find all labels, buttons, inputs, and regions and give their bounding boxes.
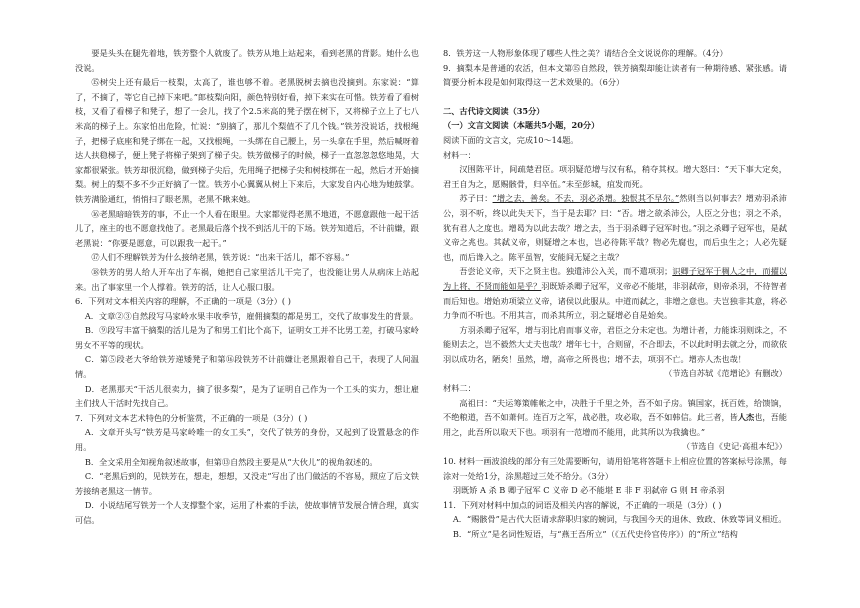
text-run: 高祖曰：“夫运筹策帷帐之中，决胜于千里之外，吾不如子房。镇国家，抚百姓，给馈饷，不绝粮道，吾不如萧何。连百万之军，战必胜，攻必取，吾不如韩信。此三者，皆 [443,397,787,423]
material-2-label: 材料二： [443,383,476,394]
material-1-paragraph: 汉围陈平计，间疏楚君臣。项羽疑范增与汉有私，稍夺其权。增大怒曰：“天下事大定矣，君王自为之，愿赐骸骨，归卒伍。”未至彭城，疽发而死。 [443,164,787,189]
question-10-options: 羽既矫 A 杀 B 卿子冠军 C 义帝 D 必不能堪 E 非 F 羽弑帝 G 则 H 帝杀羽 [452,485,725,496]
story-paragraph: ⑱铁芳的男人给人开车出了车祸，她把自己家里活儿干完了，也没能让男人从病床上站起来。出了事家里一个人撑着。铁芳的活，让人心服口服。 [75,266,419,292]
material-1-paragraph [443,191,787,264]
question-11-option-a: A．“赐骸骨”是古代大臣请求辞职归家的婉词，与我国今天的退休、致政、休致等词义相近。 [452,514,787,525]
section-heading: 二、古代诗文阅读（35分） [443,105,545,116]
question-7-option-d: D．小说结尾写铁芳一个人支撑整个家，运用了朴素的手法，使故事情节发展合情合理，真实可信。 [75,500,419,525]
question-7: 7．下列对文本艺术特色的分析鉴赏，不正确的一项是（3分）( ) [75,412,308,423]
text-run: 也，吾能用之，此吾所以取天下也。项羽有一范增而不能用，此其所以为我擒也。” [443,412,787,437]
text-run: 羽既矫杀卿子冠军，义帝必不能堪，非羽弑帝，则帝杀羽，不待智者而后知也。增始劝项梁立义帝，诸侯以此服从。中道而弑之，非增之意也。夫岂独非其意，将必力争而不听也。不用其言，而杀其所立，羽之疑增必自是始矣。 [443,280,787,321]
question-11: 11．下列对材料中加点的词语及相关内容的解说，不正确的一项是（3分）( ) [443,499,722,510]
question-6-option-b: B．⑨段写丰富干摘梨的活儿是为了和男工们比个高下，证明女工并不比男工差，打破马家岭男女不平等的现状。 [75,325,419,350]
question-6-option-d: D．老黑那天“干活儿很卖力，摘了很多梨”，是为了证明自己作为一个工头的实力，想让雇主们找人干活时先找自己。 [75,383,419,409]
question-7-option-a: A．文章开头写“铁芳是马家岭唯一的女工头”，交代了铁芳的身份，又起到了设置悬念的作用。 [75,427,419,453]
story-paragraph: ⑯老黑暗暗铁芳的事，不止一个人看在眼里。大家都觉得老黑不地道，不愿意跟他一起干活儿了，座主的也不愿意找他了。老黑最后落个找不到活儿干的下场。铁芳知道后，不计前嫌，跟老黑说：“你要是愿意，可以跟我一起干。” [75,208,419,248]
right-column [443,46,787,542]
question-7-option-c: C．“老黑后到的，见铁芳在，想走，想想，又没走”写出了出门做活的不容易，照应了后文铁芳接纳老黑这一情节。 [75,471,419,496]
reading-instruction: 阅读下面的文言文，完成10～14题。 [443,134,579,145]
story-paragraph: ⑰人们不理解铁芳为什么接纳老黑，铁芳说：“出来干活儿，都不容易。” [91,252,350,263]
question-8: 8．铁芳这一人物形象体现了哪些人性之美？请结合全文说说你的理解。（4分） [443,48,728,58]
question-6-option-a: A．文章②③自然段写马家岭水果丰收季节，雇佣摘梨的都是男工，交代了故事发生的背景。 [84,310,419,321]
story-paragraph: ⑮树尖上还有最后一枝梨，太高了，谁也够不着。老黑脱树去摘也没摘到。东家说：“算了，不摘了，等它自己掉下来吧。”郎枝梨向阳，颜色特别好看，掉下来实在可惜。铁芳看了看树枝，又看了看梯子和凳子，想了一会儿，找了个2.5米高的凳子摆在树下，又将梯子立上了七八米高的梯子上。东家怕出危险，忙说：“别摘了，那儿个梨值不了几个钱。”铁芳没说话，找根绳子，把梯子底座和凳子绑在一起，又找根绳，一头绑在自己腰上，另一头拿在手里，然后喊呀着达人扶稳梯子，便上凳子将梯子架到了梯子尖。铁芳做梯子的时候，梯子一直忽忽忽悠地晃，大家都很紧张。铁芳却很沉稳，做到梯子尖后，先用绳子把梯子尖和树枝绑在一起，然后才开始摘梨。树上的梨不多不少正好摘了一筐。铁芳小心翼翼从树上下来后，大家发自内心地为她鼓掌。铁芳满脸通红，悄悄扫了眼老黑，老黑不瞅来她。 [75,77,419,204]
material-1-paragraph: 方羽杀卿子冠军，增与羽比肩而事义帝，君臣之分未定也。为增计者，力能诛羽则诛之，不能则去之，岂不毅然大丈夫也哉？增年七十，合则留，不合即去，不以此时明去就之分，而欲依羽以成功名，陋矣！虽然，增，高帝之所畏也；增不去，项羽不亡。增亦人杰也哉！ [443,324,787,364]
subsection-heading: （一）文言文阅读（本题共5小题，20分） [443,120,600,131]
source-note: （节选自苏轼《范增论》有删改） [664,368,787,379]
question-7-option-b: B．全文采用全知视角叙述故事，但第⑬自然段主要是从“大伙儿”的视角叙述的。 [84,456,378,467]
answer-space [443,90,787,104]
wavy-underlined-text: 识卿子冠军于稠人之中，而擢以为上将，不贤而能如是乎？ [443,266,787,291]
text-run: 吾尝论义帝，天下之贤主也。独遣沛公入关，而不遣项羽； [459,266,673,277]
question-11-option-b: B．“所立”是名词性短语，与“燕王吾所立”（《五代史伶官传序》）的“所立”结构 [452,529,738,539]
underlined-text: “增之去，善矣。不去，羽必杀增。独恨其不早尔。” [492,193,680,204]
question-6-option-c: C．第⑤段老大爷给铁芳递矮凳子和第⑯段铁芳不计前嫌让老黑跟着自己干，表现了人间温情。 [75,354,419,380]
question-9: 9．摘梨本是普通的农活，但本文第⑮自然段，铁芳摘梨却能让读者有一种期待感、紧张感。请简要分析本段是如何取得这一艺术效果的。（6分） [443,62,787,88]
text-run: 苏子曰： [459,193,493,204]
question-10: 10. 材料一画波浪线的部分有三处需要断句，请用铅笔将答题卡上相应位置的答案标号涂黑，每涂对一处给1分，涂黑超过三处不给分。（3分） [443,456,787,481]
material-2-paragraph [443,396,787,440]
source-note: （节选自《史记·高祖本纪》） [682,441,787,452]
material-1-label: 材料一： [443,149,476,160]
text-run: 然则当以何事去？增劝羽杀沛公，羽不听，终以此失天下，当于是去耶？曰：“否。增之欲杀沛公，人臣之分也；羽之不杀，犹有君人之度也。增曷为以此去哉？增之去，当于羽杀卿子冠军时也。”羽之杀卿子冠军也，是弑义帝之兆也。其弑义帝，则疑增之本也，岂必待陈平哉？物必先腐也，而后虫生之；人必先疑也，而后谗入之。陈平虽智，安能间无疑之主哉？ [443,193,787,262]
dotted-word: 人杰 [737,412,755,423]
question-6: 6．下列对文本相关内容的理解，不正确的一项是（3分）( ) [75,296,291,307]
material-1-paragraph [443,264,787,322]
left-column [75,46,419,528]
story-paragraph: 要是头头在腿先着地，铁芳整个人就废了。铁芳从地上站起来，看到老黑的背影。她什么也没说。 [75,48,419,73]
